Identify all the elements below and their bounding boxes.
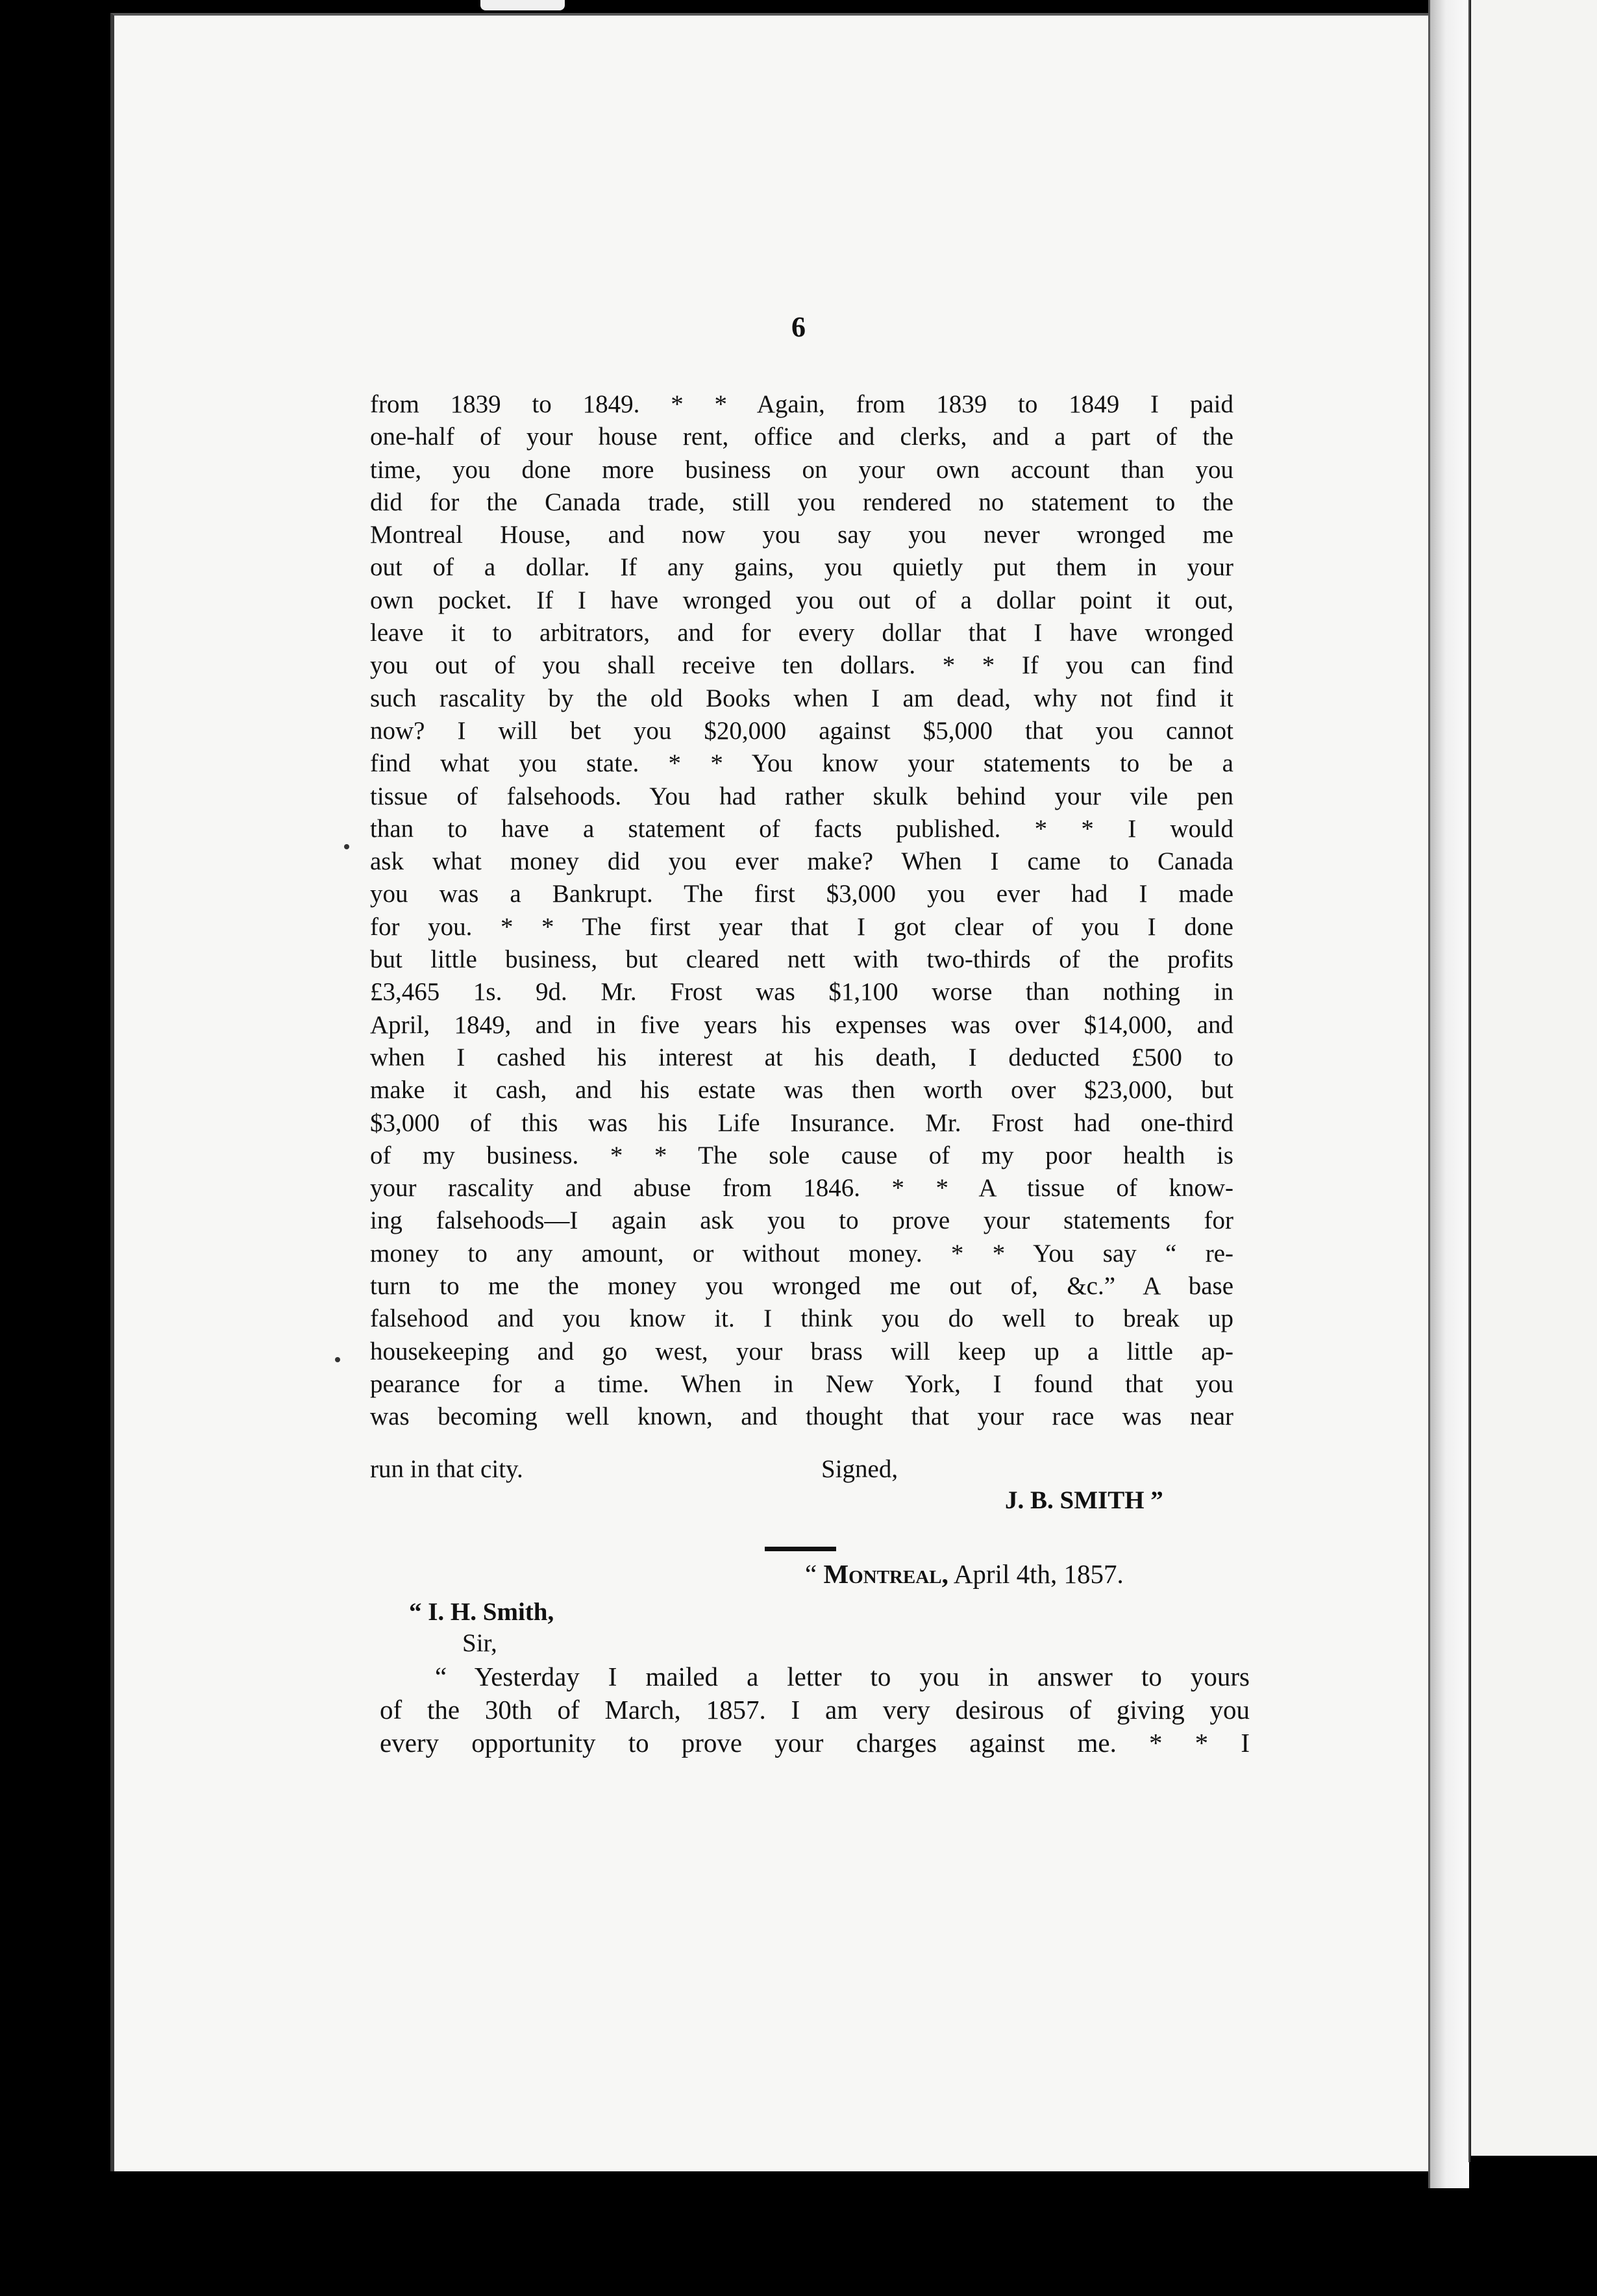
- text-line: April, 1849, and in five years his expenses was over $14,000, and: [370, 1010, 1233, 1039]
- dateline-quote: “: [805, 1559, 824, 1589]
- signature: J. B. SMITH ”: [1005, 1486, 1163, 1514]
- text-line: but little business, but cleared nett with two-thirds of the profits: [370, 945, 1233, 974]
- closing-row: [370, 1454, 1233, 1484]
- page-edge: [1428, 0, 1469, 2188]
- letter-recipient: “ I. H. Smith,: [409, 1598, 554, 1626]
- text-line: ing falsehoods—I again ask you to prove your statements for: [370, 1206, 1233, 1235]
- letter-line: of the 30th of March, 1857. I am very desirous of giving you: [380, 1695, 1250, 1725]
- text-line: was becoming well known, and thought that your race was near: [370, 1403, 1233, 1431]
- text-line: housekeeping and go west, your brass will keep up a little ap-: [370, 1337, 1233, 1366]
- text-line: pearance for a time. When in New York, I found that you: [370, 1369, 1233, 1398]
- text-line: one-half of your house rent, office and clerks, and a part of the: [370, 423, 1233, 451]
- text-line: out of a dollar. If any gains, you quietly put them in your: [370, 553, 1233, 582]
- letter-dateline: [805, 1558, 1124, 1590]
- text-line: of my business. * * The sole cause of my poor health is: [370, 1141, 1233, 1169]
- text-line: your rascality and abuse from 1846. * * A tissue of know-: [370, 1174, 1233, 1203]
- text-line: when I cashed his interest at his death, I deducted £500 to: [370, 1043, 1233, 1071]
- page-gutter-line: [1468, 0, 1470, 2162]
- text-line: turn to me the money you wronged me out of, &c.” A base: [370, 1272, 1233, 1301]
- dateline-city: Montreal,: [823, 1559, 948, 1589]
- section-divider: [765, 1547, 836, 1551]
- scan-speck: [344, 844, 349, 849]
- text-line: $3,000 of this was his Life Insurance. Mr. Frost had one-third: [370, 1108, 1233, 1137]
- text-line: falsehood and you know it. I think you do well to break up: [370, 1304, 1233, 1333]
- letter-line: “ Yesterday I mailed a letter to you in answer to yours: [435, 1662, 1250, 1691]
- page-number: 6: [791, 311, 806, 343]
- body-text: [370, 388, 1233, 1434]
- text-line: money to any amount, or without money. * * You say “ re-: [370, 1239, 1233, 1267]
- text-line: now? I will bet you $20,000 against $5,000 that you cannot: [370, 716, 1233, 745]
- letter-salutation: Sir,: [462, 1629, 497, 1657]
- letter-body: [380, 1660, 1250, 1760]
- text-line: own pocket. If I have wronged you out of a dollar point it out,: [370, 586, 1233, 614]
- closing-last-line: run in that city.: [370, 1455, 523, 1483]
- facing-page-edge: [1471, 0, 1597, 2156]
- text-line: you out of you shall receive ten dollars. * * If you can find: [370, 651, 1233, 680]
- text-line: for you. * * The first year that I got clear of you I done: [370, 912, 1233, 941]
- dateline-date: April 4th, 1857.: [948, 1559, 1124, 1589]
- text-line: than to have a statement of facts published. * * I would: [370, 814, 1233, 843]
- text-line: from 1839 to 1849. * * Again, from 1839 to 1849 I paid: [370, 390, 1233, 418]
- text-line: such rascality by the old Books when I am dead, why not find it: [370, 684, 1233, 712]
- scan-speck: [335, 1357, 340, 1362]
- scan-smudge: [480, 0, 565, 10]
- text-line: you was a Bankrupt. The first $3,000 you ever had I made: [370, 880, 1233, 908]
- signed-label: Signed,: [821, 1455, 898, 1483]
- text-line: leave it to arbitrators, and for every dollar that I have wronged: [370, 619, 1233, 647]
- text-line: make it cash, and his estate was then worth over $23,000, but: [370, 1076, 1233, 1104]
- text-line: find what you state. * * You know your statements to be a: [370, 749, 1233, 778]
- text-line: tissue of falsehoods. You had rather skulk behind your vile pen: [370, 782, 1233, 810]
- text-line: time, you done more business on your own account than you: [370, 455, 1233, 484]
- text-line: Montreal House, and now you say you never wronged me: [370, 521, 1233, 549]
- text-line: £3,465 1s. 9d. Mr. Frost was $1,100 worse than nothing in: [370, 978, 1233, 1006]
- text-line: did for the Canada trade, still you rendered no statement to the: [370, 488, 1233, 516]
- letter-line: every opportunity to prove your charges against me. * * I: [380, 1728, 1250, 1758]
- text-line: ask what money did you ever make? When I came to Canada: [370, 847, 1233, 876]
